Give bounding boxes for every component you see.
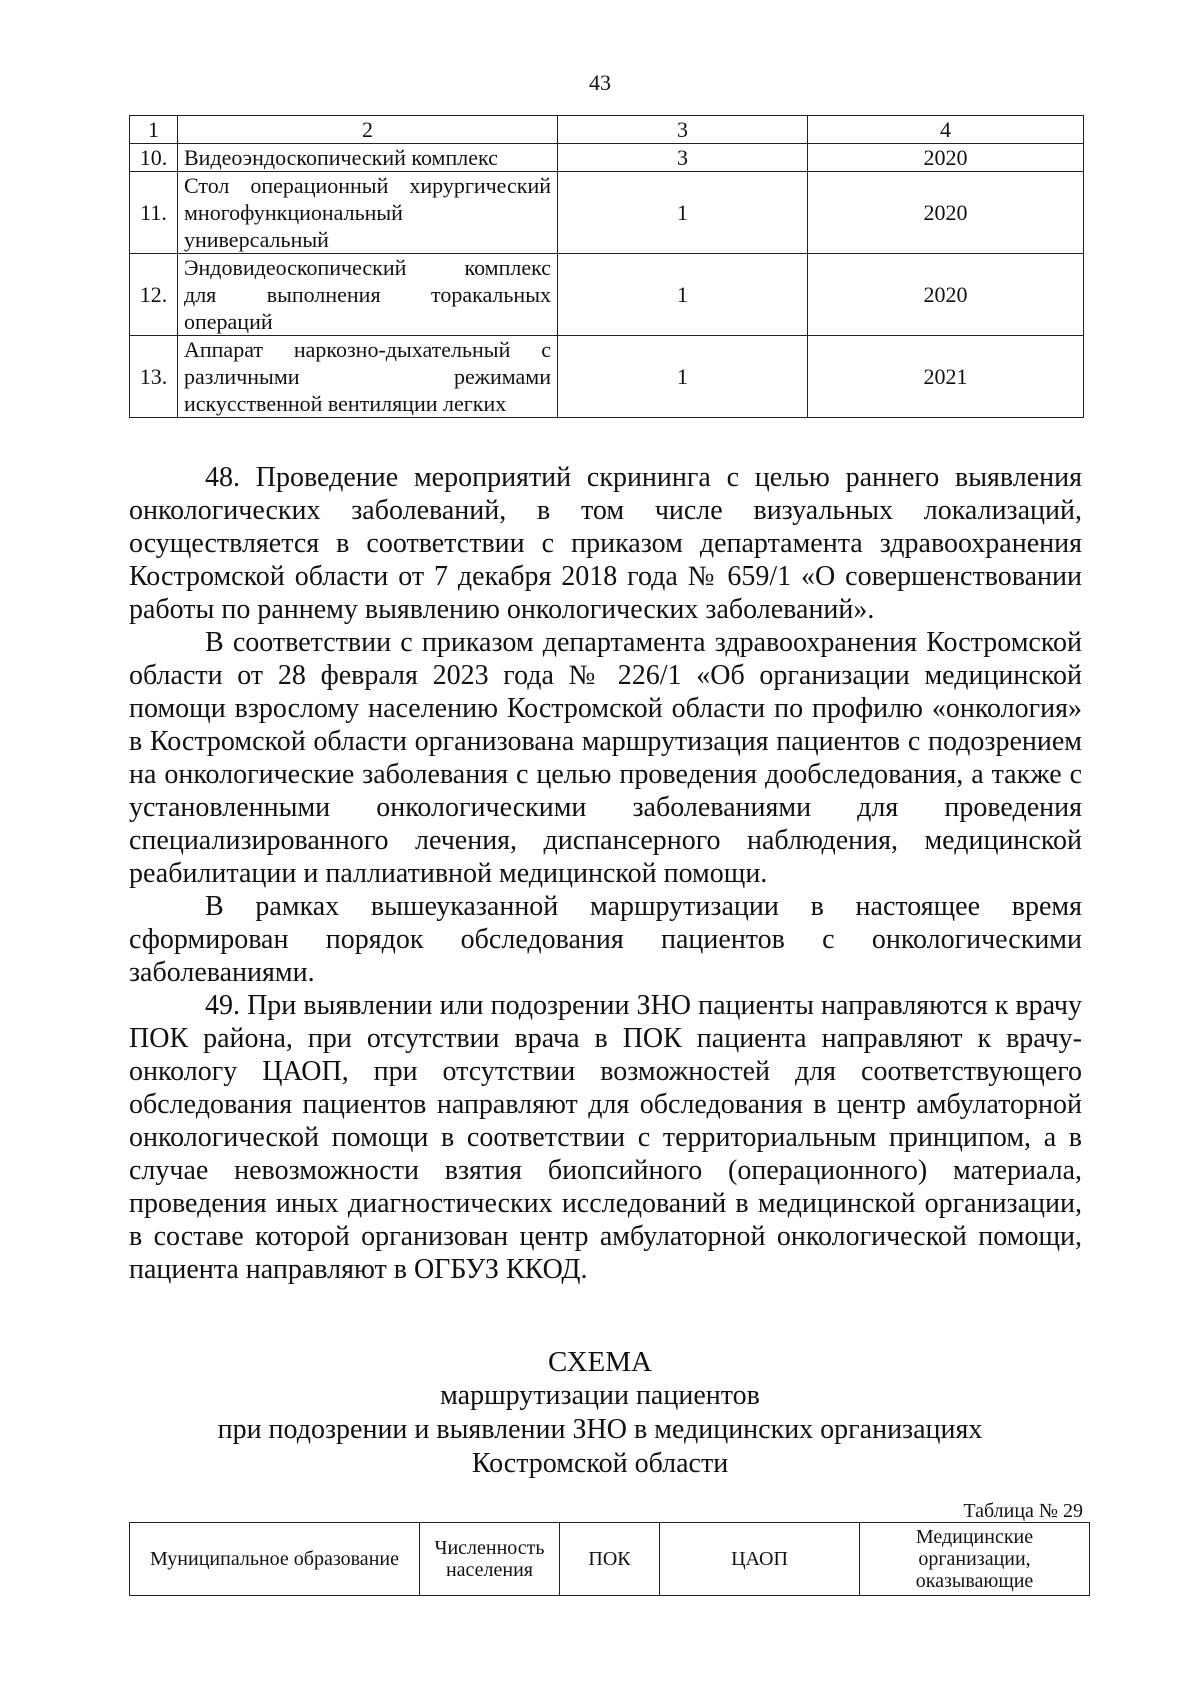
row-number-cell: 13. bbox=[130, 336, 178, 418]
scheme-subtitle-line: Костромской области bbox=[471, 1448, 729, 1479]
header-line: Численность bbox=[434, 1537, 545, 1559]
scheme-title-block bbox=[0, 1345, 1200, 1481]
equipment-name-cell bbox=[178, 144, 558, 172]
paragraph-48: 48. Проведение мероприятий скрининга с целью раннего выявления онкологических заболеваний, в том числе визуальных локализаций, осуществляется в соответствии с приказом департамента здравоохранения Костромской области от 7 декабря 2018 года № 659/1 «О совершенствовании работы по раннему выявлению онкологических заболеваний». bbox=[129, 462, 1082, 625]
year-cell: 2020 bbox=[808, 254, 1084, 336]
quantity-cell: 1 bbox=[558, 172, 808, 254]
header-line: ЦАОП bbox=[731, 1548, 788, 1570]
equipment-name-line: для выполнения торакальных bbox=[184, 282, 551, 307]
equipment-table-header-row bbox=[130, 116, 1084, 144]
equipment-name-line: Стол операционный хирургический bbox=[184, 173, 551, 198]
quantity-cell: 1 bbox=[558, 254, 808, 336]
year-cell: 2020 bbox=[808, 144, 1084, 172]
equipment-name-line: Аппарат наркозно-дыхательный с bbox=[184, 337, 551, 362]
equipment-name-line: Эндовидеоскопический комплекс bbox=[184, 255, 551, 280]
equipment-name-line: искусственной вентиляции легких bbox=[184, 391, 507, 416]
year-cell: 2020 bbox=[808, 172, 1084, 254]
row-number-cell: 12. bbox=[130, 254, 178, 336]
table-row bbox=[130, 144, 1084, 172]
row-number-cell: 11. bbox=[130, 172, 178, 254]
scheme-subtitle-line: маршрутизации пациентов bbox=[440, 1380, 760, 1411]
header-line: Медицинские bbox=[915, 1526, 1034, 1548]
equipment-name-line: универсальный bbox=[184, 227, 329, 252]
paragraph-examination-order: В рамках вышеуказанной маршрутизации в настоящее время сформирован порядок обследования пациентов с онкологическими заболеваниями. bbox=[129, 891, 1082, 988]
routing-table-header bbox=[420, 1523, 560, 1596]
routing-table-header bbox=[860, 1523, 1090, 1596]
column-number-cell: 2 bbox=[178, 116, 558, 144]
quantity-cell: 3 bbox=[558, 144, 808, 172]
equipment-name-line: различными режимами bbox=[184, 364, 551, 389]
table-row bbox=[130, 254, 1084, 336]
routing-table-header bbox=[560, 1523, 660, 1596]
header-line: организации, bbox=[918, 1548, 1031, 1570]
routing-table-header bbox=[660, 1523, 860, 1596]
header-line: Муниципальное образование bbox=[150, 1548, 399, 1570]
column-number-cell: 3 bbox=[558, 116, 808, 144]
paragraph-49: 49. При выявлении или подозрении ЗНО пациенты направляются к врачу ПОК района, при отсутствии врача в ПОК пациента направляют к врачу-онкологу ЦАОП, при отсутствии возможностей для соответствующего обследования пациентов направляют для обследования в центр амбулаторной онкологической помощи в соответствии с территориальным принципом, а в случае невозможности взятия биопсийного (операционного) материала, проведения иных диагностических исследований в медицинской организации, в составе которой организован центр амбулаторной онкологической помощи, пациента направляют в ОГБУЗ ККОД. bbox=[129, 990, 1082, 1285]
table-row bbox=[130, 336, 1084, 418]
header-line: оказывающие bbox=[915, 1570, 1034, 1592]
equipment-name-line: многофункциональный bbox=[184, 200, 403, 225]
page-number: 43 bbox=[589, 70, 611, 95]
equipment-name-line: Видеоэндоскопический комплекс bbox=[184, 145, 498, 170]
equipment-name-line: операций bbox=[184, 309, 273, 334]
equipment-table bbox=[129, 115, 1084, 418]
column-number-cell: 4 bbox=[808, 116, 1084, 144]
table-caption: Таблица № 29 bbox=[963, 1500, 1083, 1522]
row-number-cell: 10. bbox=[130, 144, 178, 172]
year-cell: 2021 bbox=[808, 336, 1084, 418]
paragraph-routing-order: В соответствии с приказом департамента здравоохранения Костромской области от 28 февраля 2023 года № 226/1 «Об организации медицинской помощи взрослому населению Костромской области по профилю «онкология» в Костромской области организована маршрутизация пациентов с подозрением на онкологические заболевания с целью проведения дообследования, а также с установленными онкологическими заболеваниями для проведения специализированного лечения, диспансерного наблюдения, медицинской реабилитации и паллиативной медицинской помощи. bbox=[129, 627, 1082, 889]
routing-table bbox=[129, 1522, 1090, 1596]
equipment-name-cell bbox=[178, 336, 558, 418]
body-text bbox=[129, 461, 1082, 1286]
column-number-cell: 1 bbox=[130, 116, 178, 144]
routing-table-header bbox=[130, 1523, 420, 1596]
equipment-name-cell bbox=[178, 172, 558, 254]
scheme-subtitle-line: при подозрении и выявлении ЗНО в медицинских организациях bbox=[217, 1414, 983, 1445]
scheme-title: СХЕМА bbox=[548, 1346, 652, 1378]
header-line: ПОК bbox=[588, 1548, 631, 1570]
header-line: населения bbox=[445, 1559, 534, 1581]
quantity-cell: 1 bbox=[558, 336, 808, 418]
equipment-name-cell bbox=[178, 254, 558, 336]
table-row bbox=[130, 172, 1084, 254]
